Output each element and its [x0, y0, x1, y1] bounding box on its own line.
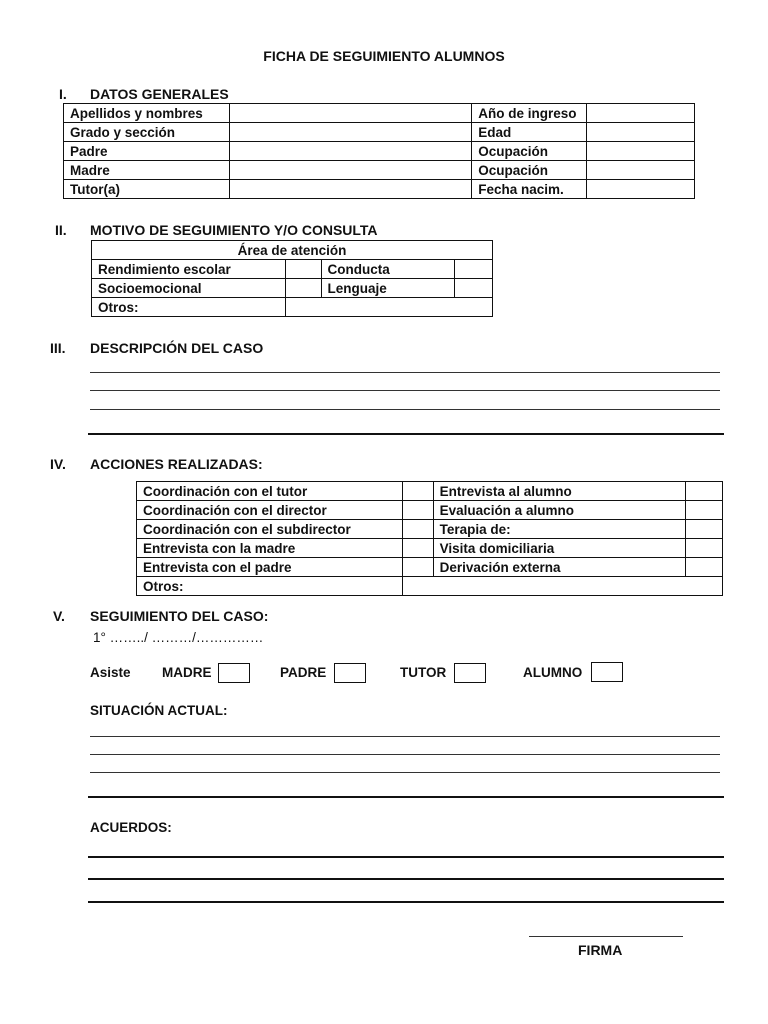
action-label: Coordinación con el director: [137, 501, 403, 520]
madre-field[interactable]: [229, 161, 471, 180]
tutor-checkbox[interactable]: [454, 663, 486, 683]
table-row: [64, 123, 695, 142]
field-label: Grado y sección: [64, 123, 230, 142]
section-5-title: SEGUIMIENTO DEL CASO:: [90, 608, 269, 624]
field-label: Año de ingreso: [472, 104, 587, 123]
description-line[interactable]: [88, 433, 724, 435]
field-label: Fecha nacim.: [472, 180, 587, 199]
madre-checkbox[interactable]: [218, 663, 250, 683]
table-row: [137, 558, 723, 577]
section-1-title: DATOS GENERALES: [90, 86, 229, 102]
area-header: Área de atención: [92, 241, 493, 260]
rendimiento-checkbox[interactable]: [285, 260, 321, 279]
ano-ingreso-field[interactable]: [587, 104, 695, 123]
option-label: Otros:: [92, 298, 286, 317]
field-label: Ocupación: [472, 142, 587, 161]
asiste-label: Asiste: [90, 665, 131, 680]
situacion-line[interactable]: [90, 754, 720, 755]
description-line[interactable]: [90, 390, 720, 391]
padre-label: PADRE: [280, 665, 327, 680]
acuerdos-line[interactable]: [88, 878, 724, 880]
option-label: Conducta: [321, 260, 455, 279]
situacion-line[interactable]: [88, 796, 724, 798]
option-label: Rendimiento escolar: [92, 260, 286, 279]
field-label: Ocupación: [472, 161, 587, 180]
action-label: Evaluación a alumno: [433, 501, 685, 520]
ocupacion-madre-field[interactable]: [587, 161, 695, 180]
action-checkbox[interactable]: [686, 558, 723, 577]
action-label: Coordinación con el subdirector: [137, 520, 403, 539]
table-row: [64, 180, 695, 199]
madre-label: MADRE: [162, 665, 212, 680]
section-3-title: DESCRIPCIÓN DEL CASO: [90, 340, 264, 356]
acuerdos-line[interactable]: [88, 901, 724, 903]
acciones-table: [136, 481, 723, 596]
action-checkbox[interactable]: [402, 520, 433, 539]
grado-field[interactable]: [229, 123, 471, 142]
field-label: Tutor(a): [64, 180, 230, 199]
action-label: Entrevista con la madre: [137, 539, 403, 558]
action-label: Visita domiciliaria: [433, 539, 685, 558]
signature-line[interactable]: [529, 936, 683, 937]
field-label: Edad: [472, 123, 587, 142]
edad-field[interactable]: [587, 123, 695, 142]
action-label: Entrevista al alumno: [433, 482, 685, 501]
option-label: Lenguaje: [321, 279, 455, 298]
action-label: Otros:: [137, 577, 403, 596]
tutor-label: TUTOR: [400, 665, 447, 680]
table-row: [64, 161, 695, 180]
socioemocional-checkbox[interactable]: [285, 279, 321, 298]
fecha-nacim-field[interactable]: [587, 180, 695, 199]
table-row: [92, 260, 493, 279]
ocupacion-padre-field[interactable]: [587, 142, 695, 161]
action-checkbox[interactable]: [686, 482, 723, 501]
alumno-label: ALUMNO: [523, 665, 583, 680]
table-row: [92, 279, 493, 298]
field-label: Padre: [64, 142, 230, 161]
alumno-checkbox[interactable]: [591, 662, 623, 682]
action-checkbox[interactable]: [402, 482, 433, 501]
padre-checkbox[interactable]: [334, 663, 366, 683]
action-label: Terapia de:: [433, 520, 685, 539]
action-label: Entrevista con el padre: [137, 558, 403, 577]
field-label: Madre: [64, 161, 230, 180]
table-row: [137, 482, 723, 501]
table-row: [92, 298, 493, 317]
action-checkbox[interactable]: [686, 539, 723, 558]
datos-generales-table: [63, 103, 695, 199]
description-line[interactable]: [90, 409, 720, 410]
apellidos-field[interactable]: [229, 104, 471, 123]
acuerdos-label: ACUERDOS:: [90, 820, 172, 835]
padre-field[interactable]: [229, 142, 471, 161]
otros-acciones-field[interactable]: [402, 577, 722, 596]
table-row: [137, 501, 723, 520]
section-4-title: ACCIONES REALIZADAS:: [90, 456, 263, 472]
situacion-line[interactable]: [90, 772, 720, 773]
field-label: Apellidos y nombres: [64, 104, 230, 123]
otros-field[interactable]: [285, 298, 492, 317]
action-checkbox[interactable]: [686, 520, 723, 539]
action-checkbox[interactable]: [402, 558, 433, 577]
action-checkbox[interactable]: [402, 539, 433, 558]
page-title: FICHA DE SEGUIMIENTO ALUMNOS: [263, 48, 505, 64]
acuerdos-line[interactable]: [88, 856, 724, 858]
firma-label: FIRMA: [578, 942, 623, 958]
situacion-line[interactable]: [90, 736, 720, 737]
table-row: [137, 520, 723, 539]
lenguaje-checkbox[interactable]: [455, 279, 493, 298]
table-row: [92, 241, 493, 260]
description-line[interactable]: [90, 372, 720, 373]
option-label: Socioemocional: [92, 279, 286, 298]
tutor-field[interactable]: [229, 180, 471, 199]
table-row: [137, 539, 723, 558]
table-row: [64, 142, 695, 161]
area-atencion-table: [91, 240, 493, 317]
table-row: [64, 104, 695, 123]
section-4-number: IV.: [50, 456, 66, 472]
situacion-actual-label: SITUACIÓN ACTUAL:: [90, 703, 228, 718]
section-5-number: V.: [53, 608, 65, 624]
action-label: Coordinación con el tutor: [137, 482, 403, 501]
section-2-number: II.: [55, 222, 67, 238]
action-label: Derivación externa: [433, 558, 685, 577]
section-1-number: I.: [59, 86, 67, 102]
table-row: [137, 577, 723, 596]
conducta-checkbox[interactable]: [455, 260, 493, 279]
action-checkbox[interactable]: [686, 501, 723, 520]
section-3-number: III.: [50, 340, 66, 356]
date-line[interactable]: 1° ……../ ………/……………: [93, 630, 264, 645]
action-checkbox[interactable]: [402, 501, 433, 520]
section-2-title: MOTIVO DE SEGUIMIENTO Y/O CONSULTA: [90, 222, 378, 238]
